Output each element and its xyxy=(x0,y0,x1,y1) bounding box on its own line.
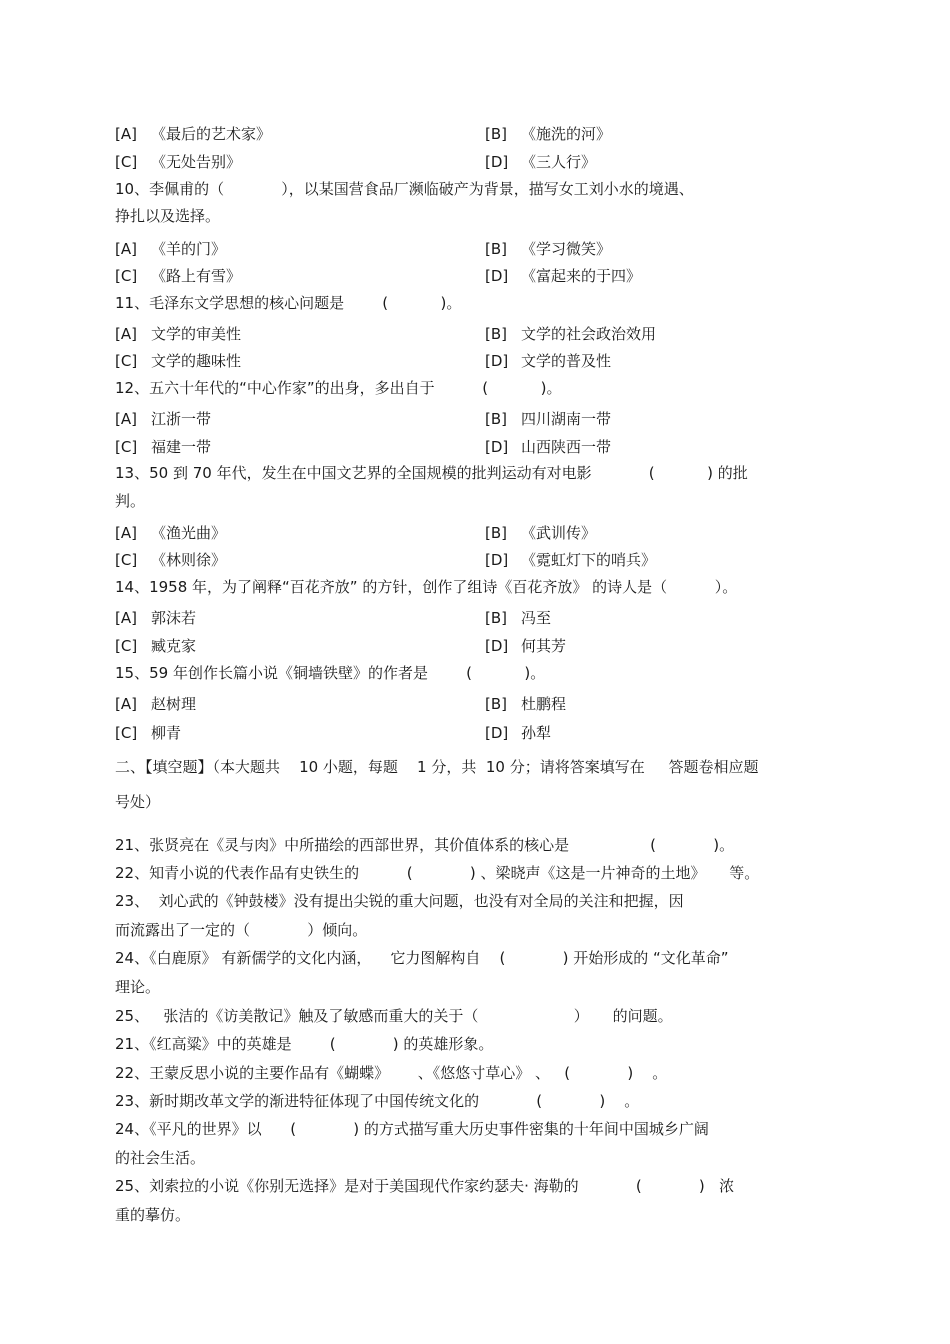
q11-options-row-1 xyxy=(115,322,835,346)
option-b xyxy=(485,237,611,261)
q10-options-row-2 xyxy=(115,264,835,288)
q15-options-row-1 xyxy=(115,692,835,716)
option-tag: [A] xyxy=(115,240,137,258)
q14-options-row-1 xyxy=(115,606,835,630)
option-b xyxy=(485,122,611,146)
section-heading-cont: 号处） xyxy=(115,793,161,811)
q12-options-row-2 xyxy=(115,435,835,459)
q10-options-row-1 xyxy=(115,237,835,261)
option-tag: [B] xyxy=(485,695,507,713)
option-text: 《施洗的河》 xyxy=(521,125,612,143)
option-tag: [A] xyxy=(115,410,137,428)
option-c xyxy=(115,721,181,745)
option-tag: [C] xyxy=(115,637,138,655)
option-b xyxy=(485,692,566,716)
option-text: 《霓虹灯下的哨兵》 xyxy=(521,551,657,569)
option-tag: [A] xyxy=(115,524,137,542)
option-text: 赵树理 xyxy=(151,695,197,713)
option-text: 四川湖南一带 xyxy=(521,410,612,428)
fill-question: 22、知青小说的代表作品有史铁生的 ( ) 、梁晓声《这是一片神奇的土地》 等。 xyxy=(115,864,760,882)
q13-options-row-2 xyxy=(115,548,835,572)
option-tag: [B] xyxy=(485,524,507,542)
fill-question: 24、《白鹿原》 有新儒学的文化内涵， 它力图解构自 ( ) 开始形成的 “文化革命” xyxy=(115,949,729,967)
option-c xyxy=(115,150,241,174)
q11-options-row-2 xyxy=(115,349,835,373)
option-a xyxy=(115,237,226,261)
option-text: 《最后的艺术家》 xyxy=(151,125,272,143)
section-heading: 二、【填空题】（本大题共 10 小题，每题 1 分，共 10 分；请将答案填写在 答题卷相应题 xyxy=(115,758,759,776)
option-tag: [B] xyxy=(485,325,507,343)
q9-options-row-2 xyxy=(115,150,835,174)
q15-question: 15、59 年创作长篇小说《铜墙铁壁》的作者是 ( )。 xyxy=(115,664,546,682)
option-tag: [A] xyxy=(115,609,137,627)
option-c xyxy=(115,548,226,572)
option-text: 柳青 xyxy=(151,724,182,742)
option-text: 冯至 xyxy=(521,609,552,627)
fill-question: 22、王蒙反思小说的主要作品有《蝴蝶》 、《悠悠寸草心》 、 ( ) 。 xyxy=(115,1064,668,1082)
option-d xyxy=(485,264,641,288)
fill-question: 24、《平凡的世界》以 ( ) 的方式描写重大历史事件密集的十年间中国城乡广阔 xyxy=(115,1120,709,1138)
option-text: 《富起来的于四》 xyxy=(521,267,642,285)
option-text: 《渔光曲》 xyxy=(151,524,227,542)
option-text: 《三人行》 xyxy=(521,153,597,171)
option-d xyxy=(485,721,551,745)
q14-question: 14、1958 年，为了阐释“百花齐放” 的方针，创作了组诗《百花齐放》 的诗人是（ ）。 xyxy=(115,578,738,596)
option-tag: [D] xyxy=(485,153,509,171)
option-c xyxy=(115,264,241,288)
option-tag: [D] xyxy=(485,438,509,456)
q13-question: 13、50 到 70 年代，发生在中国文艺界的全国规模的批判运动有对电影 ( ) 的批 xyxy=(115,464,748,482)
q11-question: 11、毛泽东文学思想的核心问题是 ( )。 xyxy=(115,294,462,312)
option-d xyxy=(485,150,596,174)
q13-question-cont: 判。 xyxy=(115,492,146,510)
option-tag: [D] xyxy=(485,551,509,569)
option-tag: [C] xyxy=(115,153,138,171)
fill-question: 21、张贤亮在《灵与肉》中所描绘的西部世界，其价值体系的核心是 ( )。 xyxy=(115,836,735,854)
q10-question-cont: 挣扎以及选择。 xyxy=(115,207,221,225)
option-text: 文学的普及性 xyxy=(521,352,612,370)
option-tag: [C] xyxy=(115,438,138,456)
option-a xyxy=(115,322,241,346)
option-text: 《学习微笑》 xyxy=(521,240,612,258)
option-d xyxy=(485,634,566,658)
option-text: 江浙一带 xyxy=(151,410,212,428)
fill-question: 21、《红高粱》中的英雄是 ( ) 的英雄形象。 xyxy=(115,1035,494,1053)
q9-options-row-1 xyxy=(115,122,835,146)
q12-options-row-1 xyxy=(115,407,835,431)
fill-question-cont: 重的摹仿。 xyxy=(115,1206,191,1224)
option-tag: [D] xyxy=(485,352,509,370)
option-text: 文学的社会政治效用 xyxy=(521,325,657,343)
option-tag: [D] xyxy=(485,637,509,655)
fill-question-cont: 理论。 xyxy=(115,978,161,996)
option-tag: [A] xyxy=(115,125,137,143)
option-a xyxy=(115,407,211,431)
q10-question: 10、李佩甫的（ ），以某国营食品厂濒临破产为背景，描写女工刘小水的境遇、 xyxy=(115,180,694,198)
option-text: 《无处告别》 xyxy=(151,153,242,171)
option-tag: [B] xyxy=(485,609,507,627)
option-tag: [B] xyxy=(485,125,507,143)
q14-options-row-2 xyxy=(115,634,835,658)
option-b xyxy=(485,521,596,545)
option-tag: [C] xyxy=(115,551,138,569)
option-text: 《路上有雪》 xyxy=(151,267,242,285)
option-tag: [B] xyxy=(485,240,507,258)
fill-question: 23、新时期改革文学的渐进特征体现了中国传统文化的 ( ) 。 xyxy=(115,1092,640,1110)
option-b xyxy=(485,407,611,431)
option-tag: [D] xyxy=(485,724,509,742)
option-b xyxy=(485,606,551,630)
option-d xyxy=(485,349,611,373)
option-c xyxy=(115,349,241,373)
fill-question: 25、 张洁的《访美散记》触及了敏感而重大的关于（ ） 的问题。 xyxy=(115,1007,673,1025)
fill-question: 23、 刘心武的《钟鼓楼》没有提出尖锐的重大问题，也没有对全局的关注和把握，因 xyxy=(115,892,684,910)
option-text: 《林则徐》 xyxy=(151,551,227,569)
option-text: 何其芳 xyxy=(521,637,567,655)
option-c xyxy=(115,634,196,658)
option-text: 山西陕西一带 xyxy=(521,438,612,456)
option-text: 《羊的门》 xyxy=(151,240,227,258)
option-text: 臧克家 xyxy=(151,637,197,655)
fill-question-cont: 而流露出了一定的（ ）倾向。 xyxy=(115,921,368,939)
option-d xyxy=(485,435,611,459)
option-b xyxy=(485,322,656,346)
option-a xyxy=(115,692,196,716)
q15-options-row-2 xyxy=(115,721,835,745)
option-tag: [C] xyxy=(115,352,138,370)
q13-options-row-1 xyxy=(115,521,835,545)
option-text: 文学的审美性 xyxy=(151,325,242,343)
fill-question: 25、刘索拉的小说《你别无选择》是对于美国现代作家约瑟夫· 海勒的 ( ) 浓 xyxy=(115,1177,735,1195)
option-a xyxy=(115,606,196,630)
option-tag: [C] xyxy=(115,724,138,742)
option-tag: [A] xyxy=(115,695,137,713)
option-tag: [C] xyxy=(115,267,138,285)
option-text: 福建一带 xyxy=(151,438,212,456)
option-a xyxy=(115,521,226,545)
option-d xyxy=(485,548,656,572)
option-a xyxy=(115,122,271,146)
option-text: 孙犁 xyxy=(521,724,552,742)
option-tag: [D] xyxy=(485,267,509,285)
q12-question: 12、五六十年代的“中心作家”的出身，多出自于 ( )。 xyxy=(115,379,562,397)
option-text: 郭沫若 xyxy=(151,609,197,627)
option-tag: [A] xyxy=(115,325,137,343)
option-c xyxy=(115,435,211,459)
option-tag: [B] xyxy=(485,410,507,428)
option-text: 文学的趣味性 xyxy=(151,352,242,370)
option-text: 杜鹏程 xyxy=(521,695,567,713)
option-text: 《武训传》 xyxy=(521,524,597,542)
fill-question-cont: 的社会生活。 xyxy=(115,1149,206,1167)
